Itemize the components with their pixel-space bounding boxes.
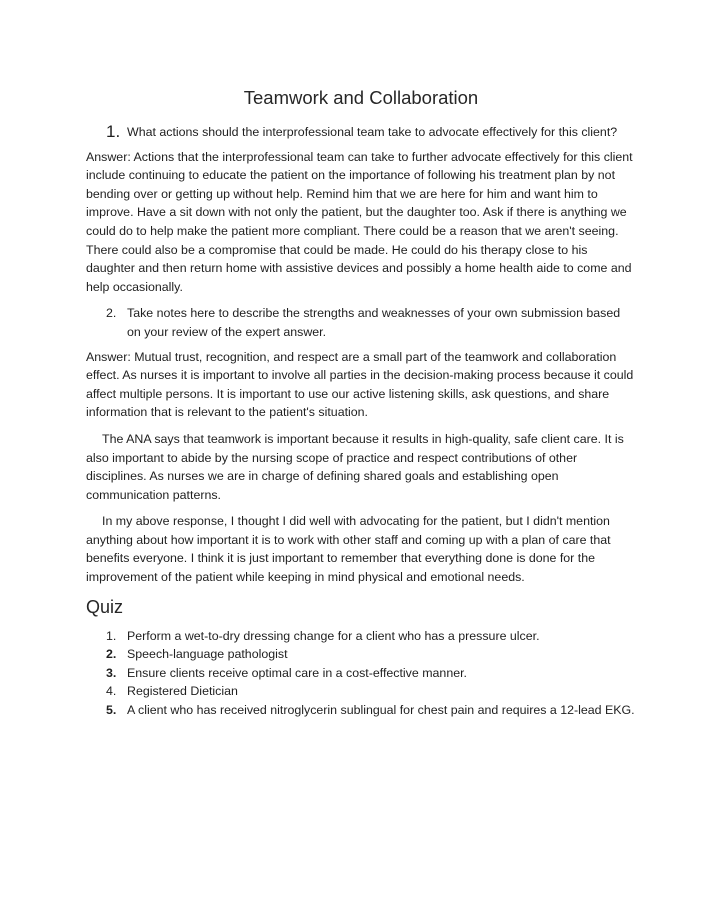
quiz-item-number: 2. (106, 647, 117, 662)
quiz-item-text: Perform a wet-to-dry dressing change for a client who has a pressure ulcer. (127, 628, 540, 643)
answer-1: Answer: Actions that the interprofessional team can take to further advocate effectively for this client include continuing to educate the patient on the importance of following his treatment plan by not bending over or getting up without help. Remind him that we are here for him and want him to improve. Have a sit down with not only the patient, but the daughter too. Ask if there is anything we could do to help make the patient more compliant. There could be a reason that we aren't seeing. There could also be a compromise that could be made. He could do his therapy close to his daughter and then return home with assistive devices and possibly a home health aide to come and help occasionally. (86, 149, 633, 294)
quiz-item (86, 627, 636, 646)
quiz-item-text: Ensure clients receive optimal care in a cost-effective manner. (127, 665, 467, 680)
question-1-text: What actions should the interprofessional team take to advocate effectively for this client? (127, 125, 618, 139)
quiz-item-number: 5. (106, 703, 117, 718)
quiz-item (86, 682, 636, 701)
question-2-text: Take notes here to describe the strengths and weaknesses of your own submission based on your review of the expert answer. (127, 306, 621, 339)
question-1 (86, 123, 636, 142)
question-2 (86, 304, 636, 341)
quiz-item-number: 1. (106, 628, 117, 643)
quiz-item (86, 664, 636, 683)
quiz-heading: Quiz (86, 596, 124, 617)
question-2-number: 2. (106, 306, 117, 321)
paragraph-ana: The ANA says that teamwork is important because it results in high-quality, safe client care. It is also important to abide by the nursing scope of practice and respect contributions of other disciplines. As nurses we are in charge of defining shared goals and establishing open communication patterns. (86, 431, 624, 502)
question-1-number: 1. (106, 122, 121, 141)
quiz-item-number: 4. (106, 684, 117, 699)
answer-2: Answer: Mutual trust, recognition, and respect are a small part of the teamwork and collaboration effect. As nurses it is important to involve all parties in the decision-making process because it could affect multiple persons. It is important to use our active listening skills, ask questions, and share information that is relevant to the patient's situation. (86, 349, 634, 420)
quiz-item-number: 3. (106, 665, 117, 680)
quiz-item-text: A client who has received nitroglycerin sublingual for chest pain and requires a 12-lead EKG. (127, 703, 635, 718)
quiz-item-text: Speech-language pathologist (127, 647, 288, 662)
document-title: Teamwork and Collaboration (243, 87, 479, 108)
quiz-item-text: Registered Dietician (127, 684, 238, 699)
quiz-item (86, 701, 636, 720)
quiz-item (86, 645, 636, 664)
quiz-list (86, 627, 636, 720)
paragraph-reflection: In my above response, I thought I did well with advocating for the patient, but I didn't mention anything about how important it is to work with other staff and coming up with a plan of care that benefits everyone. I think it is just important to remember that everything done is done for the improvement of the patient while keeping in mind physical and emotional needs. (86, 514, 611, 585)
